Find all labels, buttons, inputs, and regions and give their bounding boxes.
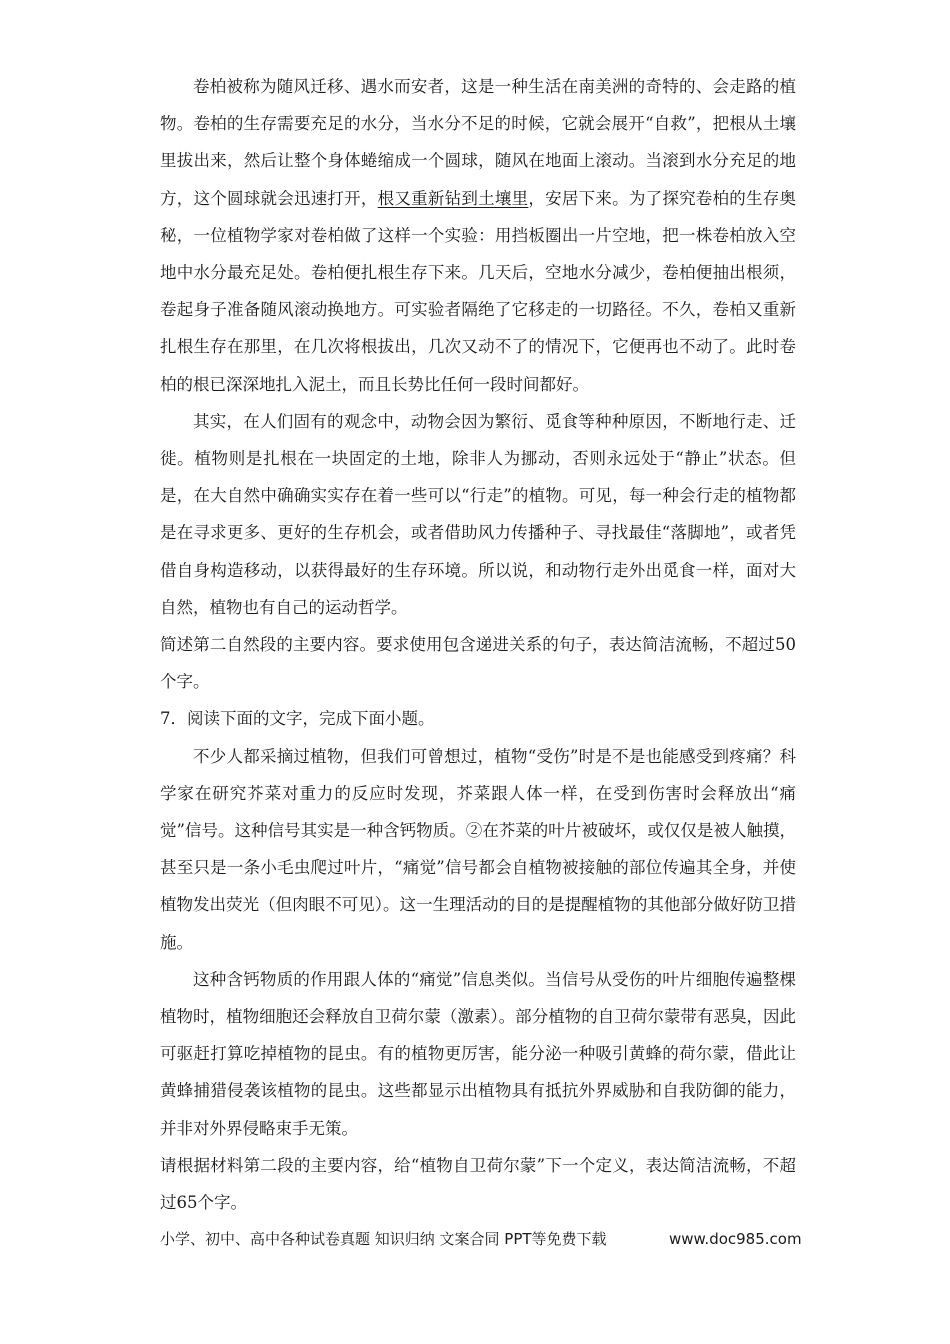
footer-site-link[interactable]: www.doc985.com: [669, 1230, 802, 1248]
question-7-heading: 7．阅读下面的文字，完成下面小题。: [160, 709, 435, 729]
q7-paragraph-1: 不少人都采摘过植物，但我们可曾想过，植物“受伤”时是不是也能感受到疼痛？科学家在研究芥菜对重力的反应时发现，芥菜跟人体一样，在受到伤害时会释放出“痛觉”信号。这种信号其实是一种含钙物质。②在芥菜的叶片被破坏，或仅仅是被人触摸，甚至只是一条小毛虫爬过叶片，“痛觉”信号都会自植物被接触的部位传遍其全身，并使植物发出荧光（但肉眼不可见）。这一生理活动的目的是提醒植物的其他部分做好防卫措施。: [160, 746, 796, 952]
footer-text: 小学、初中、高中各种试卷真题 知识归纳 文案合同 PPT等免费下载: [160, 1230, 607, 1248]
passage-paragraph-2: 其实，在人们固有的观念中，动物会因为繁衍、觅食等种种原因，不断地行走、迁徙。植物则是扎根在一块固定的土地，除非人为挪动，否则永远处于“静止”状态。但是，在大自然中确确实实存在着一些可以“行走”的植物。可见，每一种会行走的植物都是在寻求更多、更好的生存机会，或者借助风力传播种子、寻找最佳“落脚地”，或者凭借自身构造移动，以获得最好的生存环境。所以说，和动物行走外出觅食一样，面对大自然，植物也有自己的运动哲学。: [160, 411, 796, 617]
document-body: [160, 68, 796, 1221]
passage-paragraph-1: [160, 68, 796, 403]
page-footer: [160, 1227, 800, 1251]
question-7-prompt: 请根据材料第二段的主要内容，给“植物自卫荷尔蒙”下一个定义，表达简洁流畅，不超过65个字。: [160, 1155, 796, 1213]
passage-paragraph-1-text-b: ，安居下来。为了探究卷柏的生存奥秘，一位植物学家对卷柏做了这样一个实验：用挡板圈出一片空地，把一株卷柏放入空地中水分最充足处。卷柏便扎根生存下来。几天后，空地水分减少，卷柏便抽出根须，卷起身子准备随风滚动换地方。可实验者隔绝了它移走的一切路径。不久，卷柏又重新扎根生存在那里，在几次将根拔出，几次又动不了的情况下，它便再也不动了。此时卷柏的根已深深地扎入泥土，而且长势比任何一段时间都好。: [160, 188, 797, 394]
underlined-phrase: 根又重新钻到土壤里: [377, 188, 529, 208]
q7-paragraph-2: 这种含钙物质的作用跟人体的“痛觉”信息类似。当信号从受伤的叶片细胞传遍整棵植物时，植物细胞还会释放自卫荷尔蒙（激素）。部分植物的自卫荷尔蒙带有恶臭，因此可驱赶打算吃掉植物的昆虫。有的植物更厉害，能分泌一种吸引黄蜂的荷尔蒙，借此让黄蜂捕猎侵袭该植物的昆虫。这些都显示出植物具有抵抗外界威胁和自我防御的能力，并非对外界侵略束手无策。: [160, 969, 796, 1138]
passage-paragraph-1-text-a: 卷柏被称为随风迁移、遇水而安者，这是一种生活在南美洲的奇特的、会走路的植物。卷柏的生存需要充足的水分，当水分不足的时候，它就会展开“自救”，把根从土壤里拔出来，然后让整个身体蜷缩成一个圆球，随风在地面上滚动。当滚到水分充足的地方，这个圆球就会迅速打开，: [160, 77, 796, 208]
question-6-prompt: 简述第二自然段的主要内容。要求使用包含递进关系的句子，表达简洁流畅，不超过50个字。: [160, 635, 796, 692]
